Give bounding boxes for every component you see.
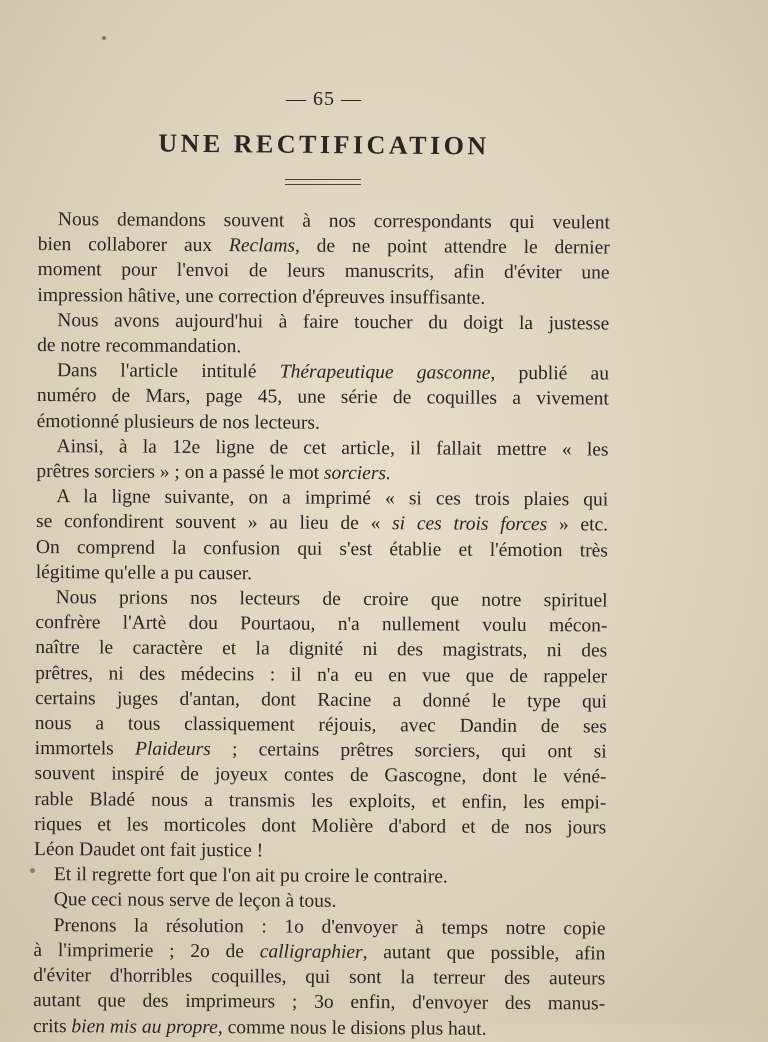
italic-text: calligraphier [259,941,363,963]
text-run: Que ceci nous serve de leçon à tous. [53,889,337,913]
text-line [38,257,610,286]
article-body [33,207,610,1042]
text-run: ; certains prêtres sorciers, qui ont si [210,739,607,763]
text-run: Ainsi, à la 12e ligne de cet article, il fallait mettre « les [56,435,609,461]
text-line [34,812,606,841]
text-run: bien collaborer aux [37,234,230,257]
text-line [36,459,608,488]
text-run: se confondirent souvent » au lieu de « [36,511,393,535]
text-line [34,787,606,816]
text-run: autant que des imprimeurs ; 3o enfin, d'envoyer des manus- [33,990,606,1015]
paragraph [34,585,608,866]
italic-text: Plaideurs [134,738,211,761]
text-line [35,635,607,664]
paragraph [33,913,606,1042]
text-run: d'éviter d'horribles coquilles, qui sont la terreur des auteurs [33,965,606,990]
text-run: riques et les morticoles dont Molière d'abord et de nos jours [34,813,607,839]
text-run: confrère l'Artè dou Pourtaou, n'a nullement voulu mécon- [35,612,608,637]
text-line [33,938,605,967]
paragraph [34,862,606,891]
paragraph [37,308,609,362]
text-line [35,686,607,715]
paragraph [37,207,610,311]
text-run: souvent inspiré de joyeux contes de Gascogne, dont le véné- [34,763,607,788]
text-run: On comprend la confusion qui s'est établie et l'émotion très [35,536,608,562]
text-line [34,913,606,942]
italic-text: bien mis au propre [71,1015,218,1038]
text-line [37,333,609,362]
text-run: , autant que possible, afin [362,941,606,965]
paper-speck [102,36,106,40]
text-run: naître le caractère et la dignité ni des magistrats, ni des [35,637,608,662]
paragraph [36,484,609,588]
italic-text: Thérapeutique gasconne [279,361,491,384]
text-line [36,560,608,589]
text-line [35,610,607,639]
text-run: émotionné plusieurs de nos lecteurs. [36,410,320,434]
text-run: Prenons la résolution : 1o d'envoyer à temps notre copie [53,914,606,940]
text-run: numéro de Mars, page 45, une série de coquilles a vivement [36,385,609,410]
text-line [33,963,605,992]
text-run: Nous avons aujourd'hui à faire toucher du doigt la justesse [57,309,610,335]
text-run: A la ligne suivante, on a imprimé « si ces trois plaies qui [56,486,609,511]
text-line [35,711,607,740]
text-run: Dans l'article intitulé [56,360,280,383]
text-line [34,837,606,866]
text-line [33,1013,605,1042]
text-run: prêtres, ni des médecins : il n'a eu en vue que de rappeler [35,662,608,688]
article-title: UNE RECTIFICATION [158,128,490,161]
title-divider [285,179,361,185]
text-run: immortels [34,738,136,760]
text-line [34,761,606,790]
text-line [33,988,605,1017]
text-run: crits [32,1015,72,1037]
text-line [38,232,610,261]
italic-text: sorciers. [323,462,391,485]
text-line [35,661,607,690]
paragraph [34,887,606,916]
text-run: légitime qu'elle a pu causer. [35,561,253,585]
text-line [36,585,608,614]
text-line [36,484,608,513]
text-line [36,509,608,538]
text-line [36,434,608,463]
text-line [34,862,606,891]
text-run: , comme nous le disions plus haut. [217,1016,487,1040]
text-run: , de ne point attendre le dernier [294,235,610,259]
text-line [37,358,609,387]
text-run: prêtres sorciers » ; on a passé le mot [36,461,324,484]
text-line [36,535,608,564]
text-run: Nous prions nos lecteurs de croire que notre spirituel [55,587,608,612]
text-run: certains juges d'antan, dont Racine a donné le type qui [34,687,608,713]
text-run: Et il regrette fort que l'on ait pu croire le contraire. [53,864,448,888]
text-run: impression hâtive, une correction d'épreuves insuffisante. [37,284,486,309]
paragraph [37,358,609,437]
text-line [37,283,609,312]
text-run: » etc. [547,514,609,536]
text-run: Léon Daudet ont fait justice ! [34,839,264,862]
text-run: , publié au [490,362,610,385]
text-run: moment pour l'envoi de leurs manuscrits, afin d'éviter une [37,259,610,284]
text-line [37,383,609,412]
italic-text: Reclams [228,235,296,257]
text-run: rable Bladé nous a transmis les exploits, et enfin, les empi- [34,788,607,814]
paragraph [36,434,608,488]
page-number: — 65 — [286,88,362,110]
text-line [37,409,609,438]
text-line [38,207,610,236]
text-line [34,887,606,916]
italic-text: si ces trois forces [392,513,548,536]
text-run: à l'imprimerie ; 2o de [33,939,260,963]
text-line [37,308,609,337]
text-line [35,736,607,765]
text-run: Nous demandons souvent à nos correspondants qui veulent [57,209,610,234]
text-run: nous a tous classiquement réjouis, avec Dandin de ses [34,713,607,738]
paper-speck [30,868,35,873]
text-run: de notre recommandation. [37,335,242,358]
